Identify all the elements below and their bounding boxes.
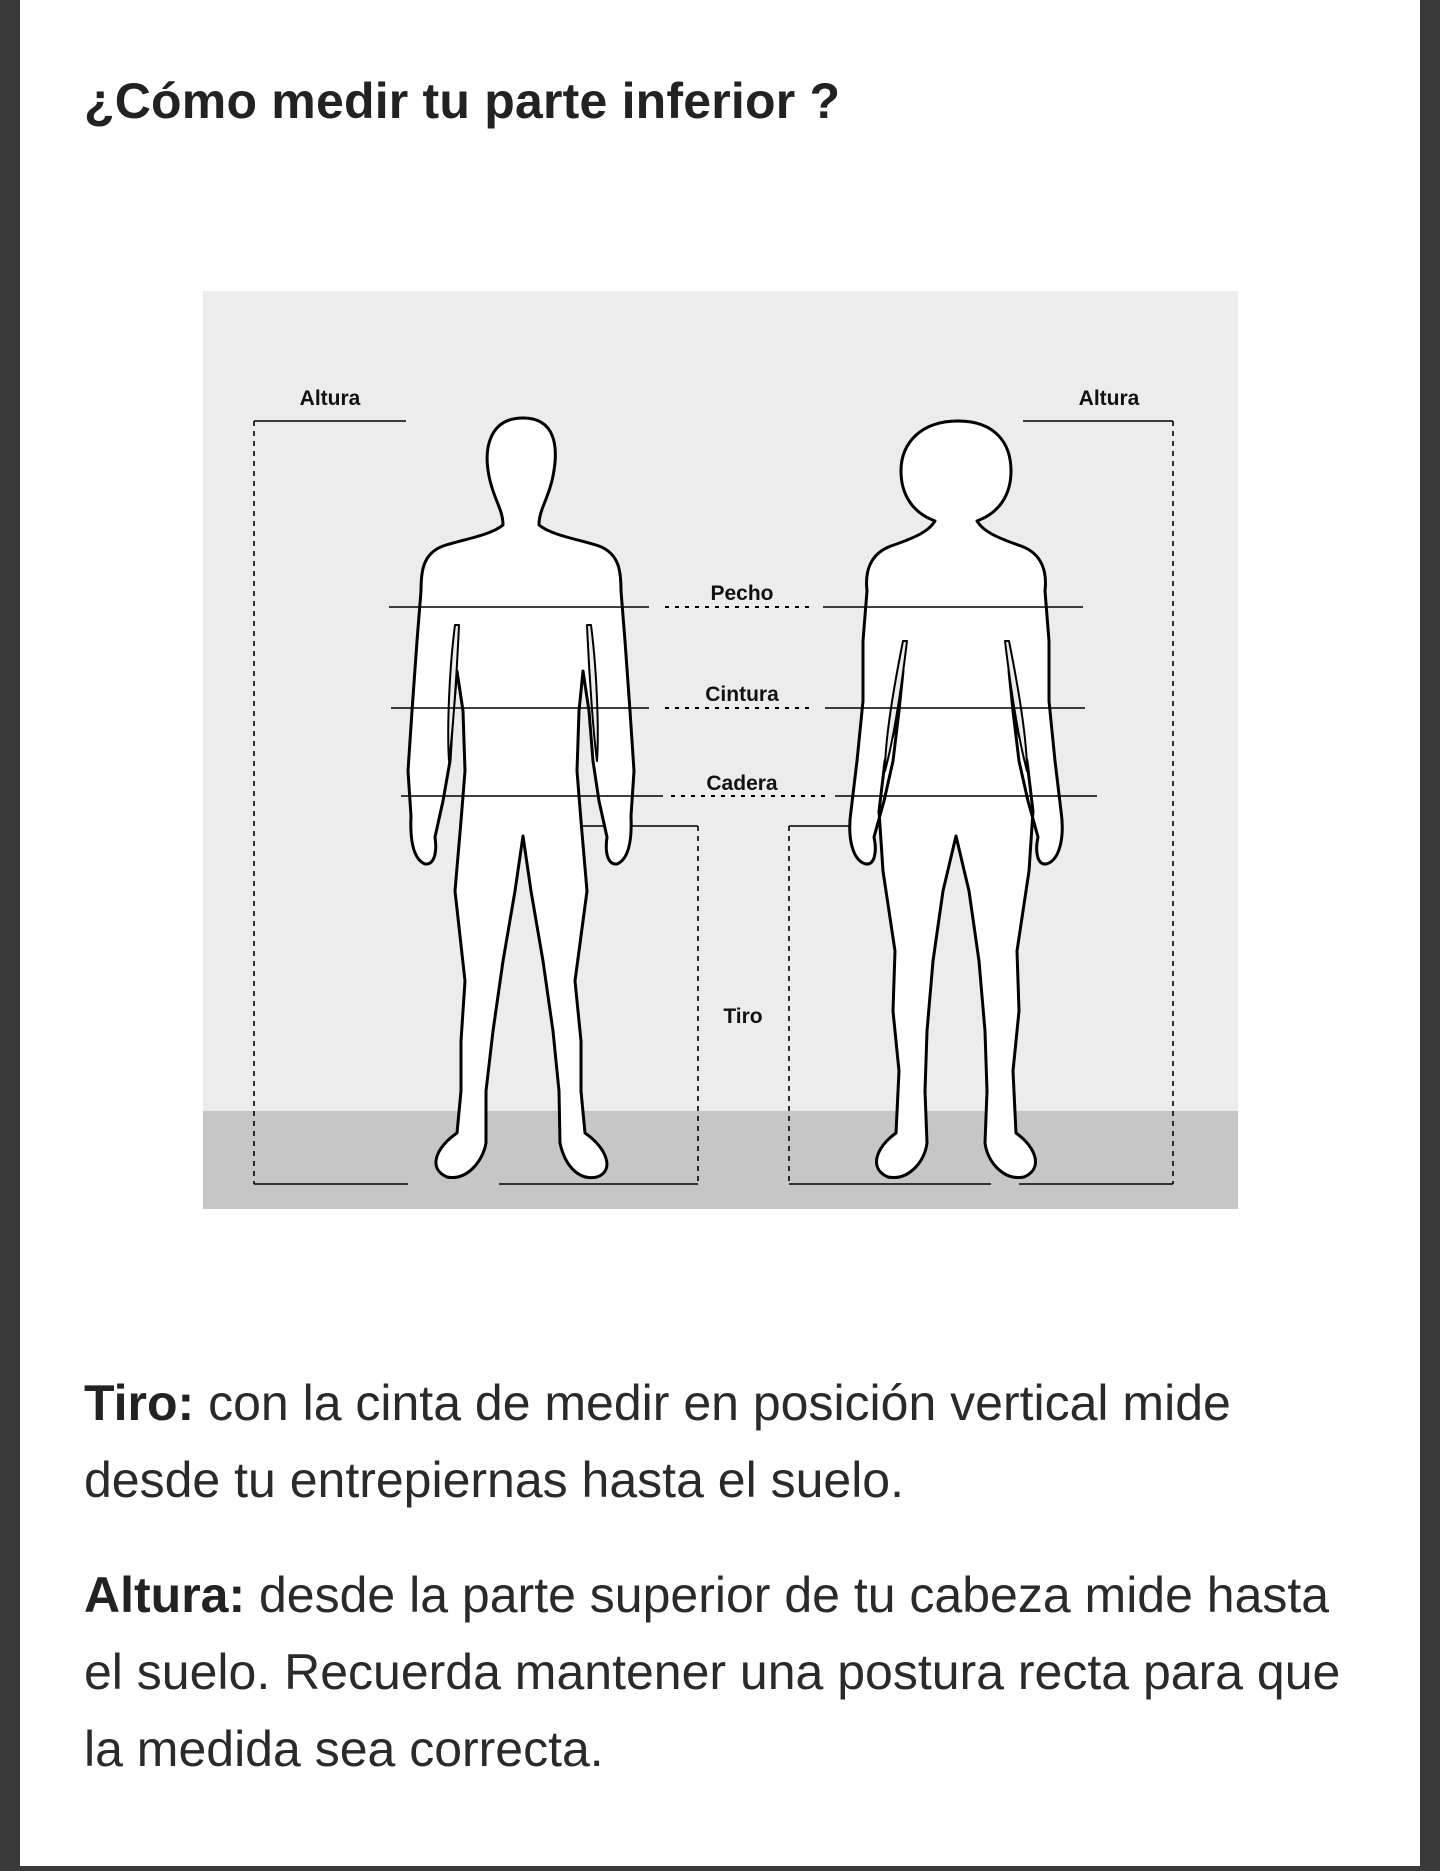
tiro-label: Tiro — [723, 1005, 763, 1028]
page-title: ¿Cómo medir tu parte inferior ? — [84, 73, 841, 129]
altura-term: Altura: — [84, 1567, 246, 1623]
left-border — [0, 0, 20, 1871]
bottom-border — [0, 1866, 1440, 1871]
tiro-text: con la cinta de medir en posición vertical mide desde tu entrepiernas hasta el suelo. — [84, 1375, 1231, 1508]
tiro-description — [84, 1365, 1374, 1519]
floor — [203, 1111, 1238, 1209]
altura-description — [84, 1557, 1374, 1788]
tiro-term: Tiro: — [84, 1375, 195, 1431]
right-border — [1420, 0, 1440, 1871]
cadera-label: Cadera — [706, 772, 778, 795]
pecho-label: Pecho — [710, 582, 774, 605]
diagram-background — [203, 291, 1238, 1209]
altura-left-label: Altura — [299, 387, 361, 410]
altura-right-label: Altura — [1078, 387, 1140, 410]
altura-text: desde la parte superior de tu cabeza mide hasta el suelo. Recuerda mantener una postura recta para que la medida sea correcta. — [84, 1567, 1341, 1777]
cintura-label: Cintura — [705, 683, 779, 706]
measurement-diagram — [203, 291, 1238, 1209]
